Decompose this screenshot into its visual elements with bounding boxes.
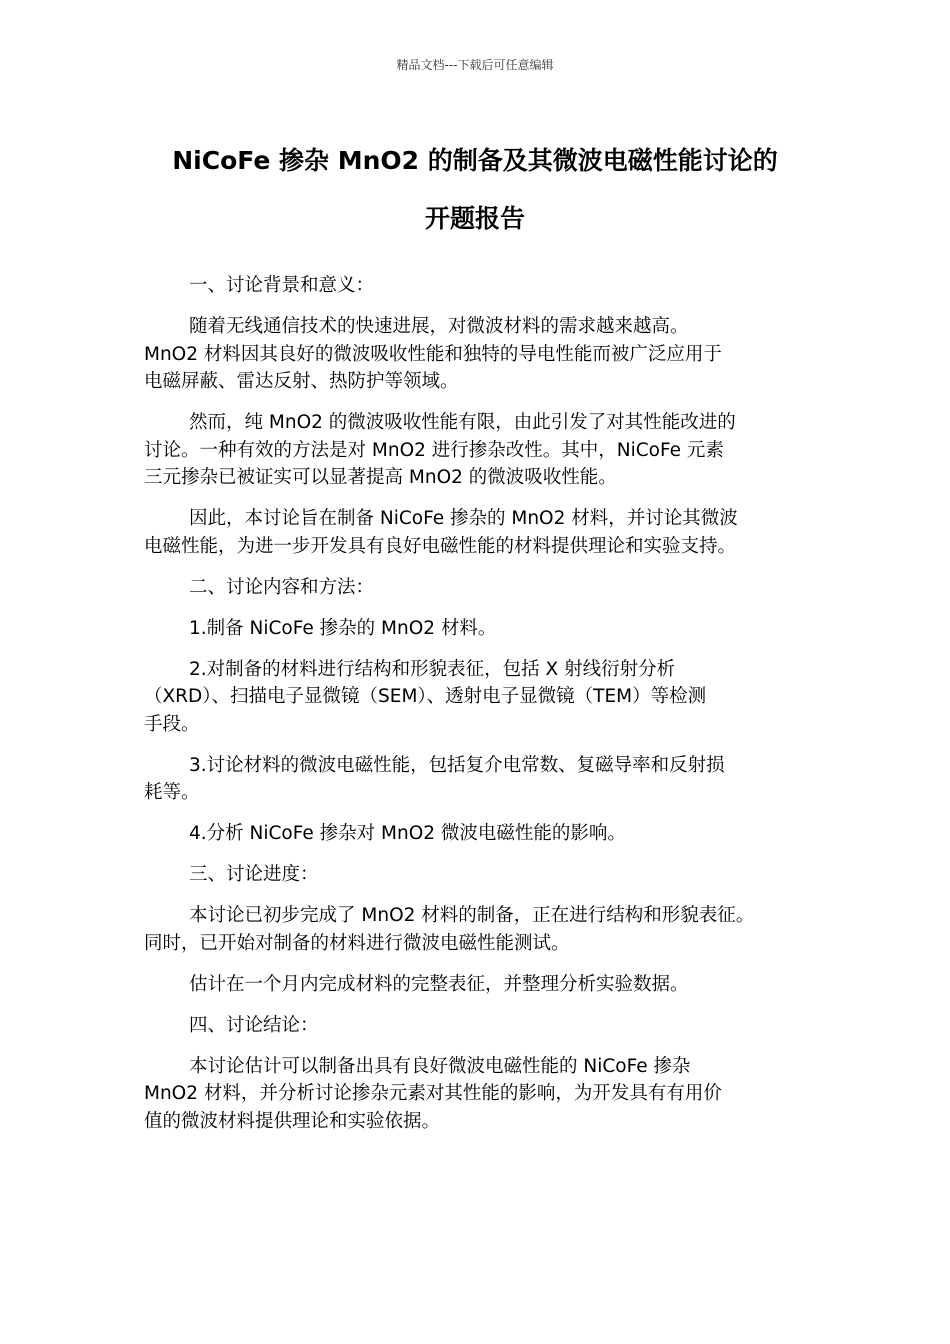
paragraph bbox=[144, 505, 812, 560]
paragraph-line: 2.对制备的材料进行结构和形貌表征，包括 X 射线衍射分析 bbox=[189, 658, 676, 680]
paragraph-line: 耗等。 bbox=[144, 782, 200, 803]
paragraph-line: 本讨论估计可以制备出具有良好微波电磁性能的 NiCoFe 掺杂 bbox=[189, 1055, 691, 1077]
paragraph-line: 因此，本讨论旨在制备 NiCoFe 掺杂的 MnO2 材料，并讨论其微波 bbox=[189, 508, 738, 529]
paragraph-line: 值的微波材料提供理论和实验依据。 bbox=[144, 1110, 441, 1132]
paragraph-line: MnO2 材料，并分析讨论掺杂元素对其性能的影响，为开发具有有用价 bbox=[144, 1083, 722, 1104]
paragraph bbox=[144, 752, 812, 807]
paragraph-line: 4.分析 NiCoFe 掺杂对 MnO2 微波电磁性能的影响。 bbox=[189, 823, 626, 844]
paragraph bbox=[144, 1053, 812, 1136]
paragraph bbox=[144, 574, 812, 602]
paragraph-line: 估计在一个月内完成材料的完整表征，并整理分析实验数据。 bbox=[189, 973, 689, 995]
paragraph bbox=[144, 272, 812, 300]
paragraph-line: 1.制备 NiCoFe 掺杂的 MnO2 材料。 bbox=[189, 617, 497, 639]
paragraph bbox=[144, 615, 812, 643]
paragraph-line: 随着无线通信技术的快速进展，对微波材料的需求越来越高。 bbox=[189, 316, 689, 337]
paragraph bbox=[144, 656, 812, 739]
paragraph-line: 本讨论已初步完成了 MnO2 材料的制备，正在进行结构和形貌表征。 bbox=[189, 905, 755, 926]
paragraph-line: 三、讨论进度： bbox=[189, 864, 319, 885]
paragraph bbox=[144, 902, 812, 957]
paragraph-line: 手段。 bbox=[144, 713, 200, 735]
paragraph-line: 电磁屏蔽、雷达反射、热防护等领域。 bbox=[144, 371, 459, 392]
document-title bbox=[100, 132, 850, 248]
title-line-2: 开题报告 bbox=[424, 204, 525, 233]
title-line-1: NiCoFe 掺杂 MnO2 的制备及其微波电磁性能讨论的 bbox=[172, 146, 778, 175]
paragraph-line: 二、讨论内容和方法： bbox=[189, 576, 375, 598]
paragraph-line: （XRD）、扫描电子显微镜（SEM）、透射电子显微镜（TEM）等检测 bbox=[144, 686, 707, 707]
paragraph bbox=[144, 971, 812, 999]
paragraph bbox=[144, 861, 812, 889]
document-body bbox=[144, 272, 812, 1149]
paragraph-line: 然而，纯 MnO2 的微波吸收性能有限，由此引发了对其性能改进的 bbox=[189, 412, 736, 433]
paragraph-line: 电磁性能，为进一步开发具有良好电磁性能的材料提供理论和实验支持。 bbox=[144, 535, 737, 557]
paragraph-line: 3.讨论材料的微波电磁性能，包括复介电常数、复磁导率和反射损 bbox=[189, 754, 725, 776]
paragraph-line: 一、讨论背景和意义： bbox=[189, 275, 375, 296]
paragraph bbox=[144, 313, 812, 396]
paragraph-line: 讨论。一种有效的方法是对 MnO2 进行掺杂改性。其中，NiCoFe 元素 bbox=[144, 439, 724, 461]
paragraph bbox=[144, 820, 812, 848]
paragraph-line: 四、讨论结论： bbox=[189, 1014, 319, 1036]
paragraph-line: MnO2 材料因其良好的微波吸收性能和独特的导电性能而被广泛应用于 bbox=[144, 343, 722, 365]
paragraph-line: 同时，已开始对制备的材料进行微波电磁性能测试。 bbox=[144, 932, 570, 954]
header-note: 精品文档---下载后可任意编辑 bbox=[396, 58, 554, 72]
paragraph-line: 三元掺杂已被证实可以显著提高 MnO2 的微波吸收性能。 bbox=[144, 467, 617, 488]
paragraph bbox=[144, 409, 812, 492]
paragraph bbox=[144, 1012, 812, 1040]
